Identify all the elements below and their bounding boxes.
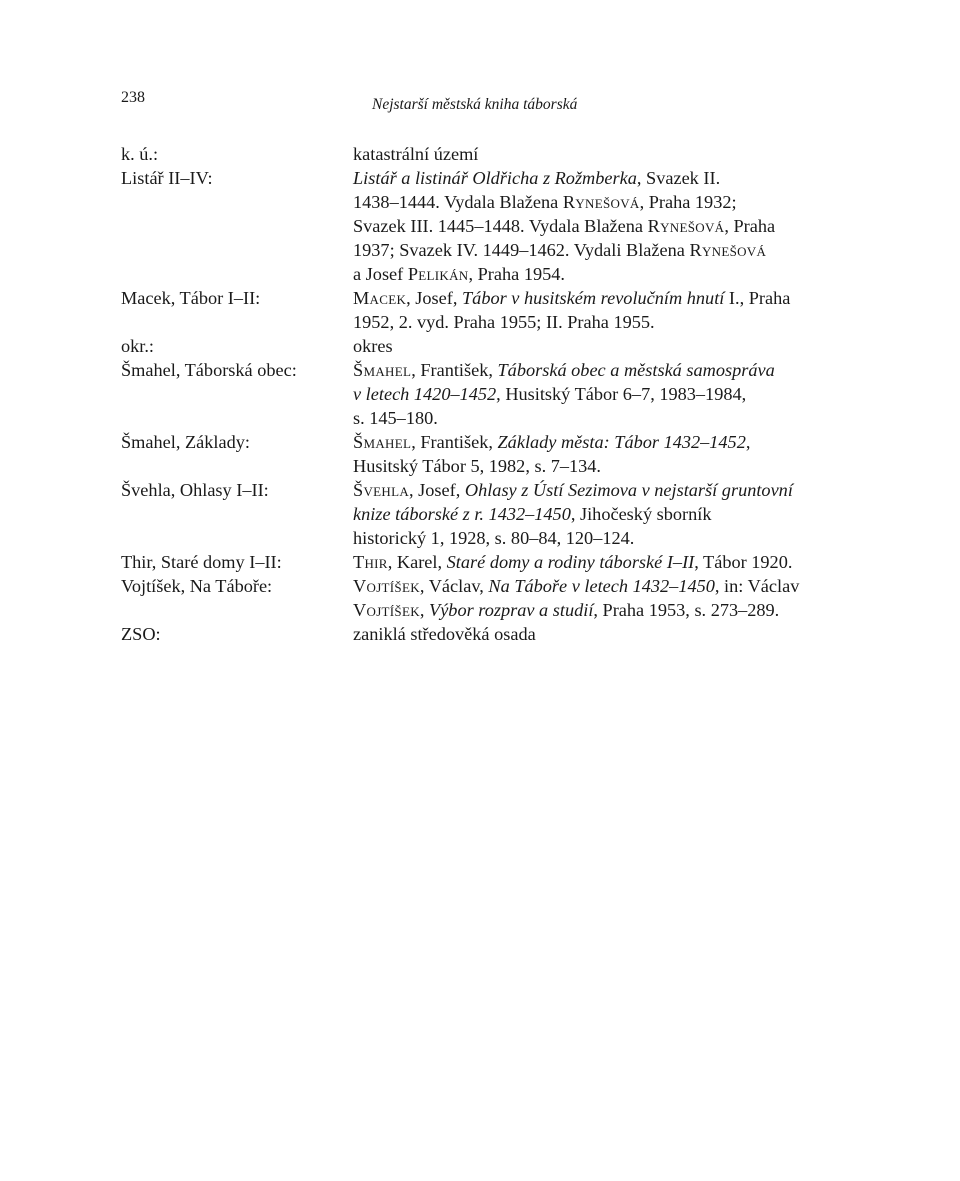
abbreviation-entry: [121, 334, 861, 358]
abbreviation-entry: [121, 478, 861, 550]
text-segment: , Václav,: [419, 576, 489, 596]
text-segment: , Praha 1954.: [468, 264, 565, 284]
work-title: Výbor rozprav a studií: [429, 600, 594, 620]
abbreviation-entry: [121, 286, 861, 334]
abbreviation-entry: [121, 142, 861, 166]
abbreviation-term: Macek, Tábor I–II:: [121, 288, 261, 308]
work-title: Základy města: Tábor 1432–1452: [497, 432, 746, 452]
author-surname: Macek: [353, 288, 407, 308]
abbreviation-definition: [353, 622, 861, 646]
definition-line: [353, 238, 861, 262]
abbreviation-definition: [353, 142, 861, 166]
author-surname: Vojtíšek: [353, 600, 420, 620]
definition-line: [353, 262, 861, 286]
abbreviation-term: Listář II–IV:: [121, 168, 213, 188]
definition-line: [353, 574, 861, 598]
abbreviation-term: Vojtíšek, Na Táboře:: [121, 576, 273, 596]
definition-line: [353, 478, 861, 502]
definition-line: [353, 214, 861, 238]
definition-line: [353, 406, 861, 430]
author-surname: Thir: [353, 552, 388, 572]
author-surname: Šmahel: [353, 432, 412, 452]
abbreviation-definition: [353, 430, 861, 478]
text-segment: , Praha: [724, 216, 776, 236]
abbreviation-entry: [121, 574, 861, 622]
text-segment: , František,: [411, 360, 498, 380]
text-segment: historický 1, 1928, s. 80–84, 120–124.: [353, 528, 635, 548]
text-segment: okres: [353, 336, 393, 356]
work-title: Na Táboře v letech 1432–1450: [488, 576, 715, 596]
abbreviation-definition: [353, 550, 861, 574]
text-segment: , in: Václav: [714, 576, 800, 596]
text-segment: katastrální území: [353, 144, 479, 164]
definition-line: [353, 502, 861, 526]
author-surname: Švehla: [353, 480, 410, 500]
abbreviation-term: okr.:: [121, 336, 155, 356]
work-title: Táborská obec a městská samospráva: [497, 360, 775, 380]
abbreviation-list: [121, 142, 861, 646]
page-number: 238: [121, 89, 145, 106]
running-title: Nejstarší městská kniha táborská: [372, 96, 578, 113]
definition-line: [353, 334, 861, 358]
work-title: Ohlasy z Ústí Sezimova v nejstarší gruntovní: [464, 480, 793, 500]
definition-line: [353, 622, 861, 646]
author-surname: Pelikán: [407, 264, 469, 284]
definition-line: [353, 598, 861, 622]
work-title: v letech 1420–1452: [353, 384, 497, 404]
definition-line: [353, 526, 861, 550]
text-segment: zaniklá středověká osada: [353, 624, 536, 644]
text-segment: s. 145–180.: [353, 408, 438, 428]
abbreviation-definition: [353, 334, 861, 358]
abbreviation-term: Thir, Staré domy I–II:: [121, 552, 282, 572]
definition-line: [353, 166, 861, 190]
text-segment: , Jihočeský sborník: [570, 504, 712, 524]
text-segment: , Josef,: [406, 288, 463, 308]
definition-line: [353, 430, 861, 454]
text-segment: ,: [745, 432, 751, 452]
abbreviation-term: ZSO:: [121, 624, 161, 644]
definition-line: [353, 190, 861, 214]
text-segment: , Husitský Tábor 6–7, 1983–1984,: [496, 384, 747, 404]
work-title: Tábor v husitském revolučním hnutí: [462, 288, 725, 308]
text-segment: , Praha 1932;: [639, 192, 737, 212]
abbreviation-definition: [353, 358, 861, 430]
text-segment: 1438–1444. Vydala Blažena: [353, 192, 563, 212]
abbreviation-term: Šmahel, Táborská obec:: [121, 360, 297, 380]
author-surname: Rynešová: [689, 240, 767, 260]
abbreviation-term: Šmahel, Základy:: [121, 432, 250, 452]
definition-line: [353, 382, 861, 406]
text-segment: , Praha 1953, s. 273–289.: [593, 600, 780, 620]
text-segment: a Josef: [353, 264, 408, 284]
abbreviation-definition: [353, 286, 861, 334]
text-segment: I., Praha: [724, 288, 791, 308]
abbreviation-term: Švehla, Ohlasy I–II:: [121, 480, 269, 500]
definition-line: [353, 550, 861, 574]
author-surname: Rynešová: [647, 216, 725, 236]
definition-line: [353, 142, 861, 166]
text-segment: Svazek III. 1445–1448. Vydala Blažena: [353, 216, 648, 236]
work-title: knize táborské z r. 1432–1450: [353, 504, 571, 524]
text-segment: , Tábor 1920.: [694, 552, 793, 572]
text-segment: 1937; Svazek IV. 1449–1462. Vydali Blažena: [353, 240, 690, 260]
text-segment: ,: [419, 600, 430, 620]
abbreviation-definition: [353, 478, 861, 550]
abbreviation-entry: [121, 430, 861, 478]
work-title: Staré domy a rodiny táborské I–II: [446, 552, 695, 572]
abbreviation-entry: [121, 166, 861, 286]
abbreviation-term: k. ú.:: [121, 144, 159, 164]
definition-line: [353, 286, 861, 310]
abbreviation-entry: [121, 622, 861, 646]
text-segment: , Josef,: [409, 480, 465, 500]
abbreviation-entry: [121, 550, 861, 574]
definition-line: [353, 310, 861, 334]
text-segment: , Svazek II.: [636, 168, 721, 188]
author-surname: Rynešová: [562, 192, 640, 212]
text-segment: , Karel,: [387, 552, 447, 572]
abbreviation-definition: [353, 166, 861, 286]
abbreviation-entry: [121, 358, 861, 430]
text-segment: , František,: [411, 432, 498, 452]
work-title: Listář a listinář Oldřicha z Rožmberka: [353, 168, 637, 188]
author-surname: Vojtíšek: [353, 576, 420, 596]
author-surname: Šmahel: [353, 360, 412, 380]
definition-line: [353, 454, 861, 478]
abbreviation-definition: [353, 574, 861, 622]
text-segment: Husitský Tábor 5, 1982, s. 7–134.: [353, 456, 601, 476]
text-segment: 1952, 2. vyd. Praha 1955; II. Praha 1955.: [353, 312, 655, 332]
definition-line: [353, 358, 861, 382]
